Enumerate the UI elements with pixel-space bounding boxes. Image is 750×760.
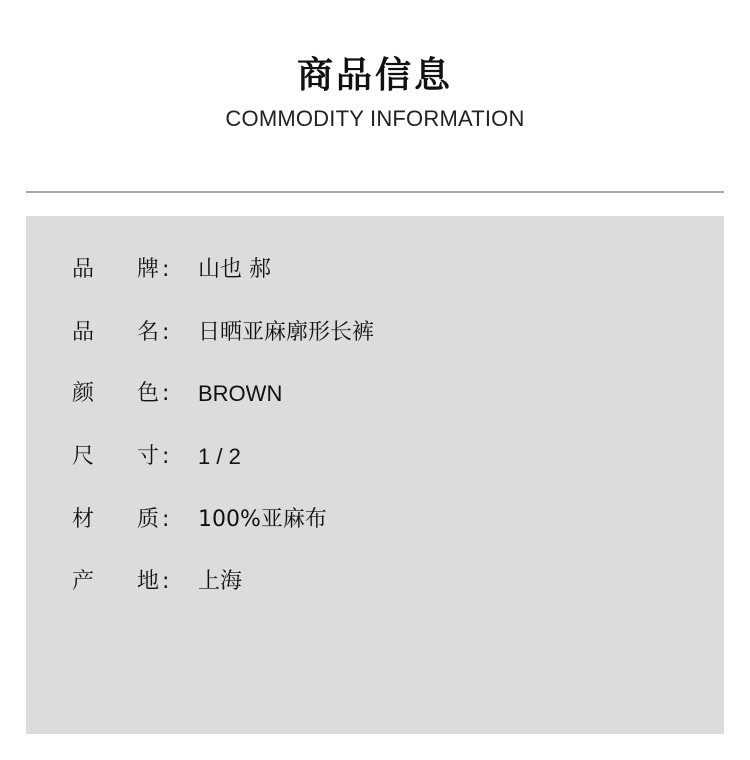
origin-label-char-1: 产 — [72, 569, 95, 594]
page-header — [0, 0, 750, 140]
origin-label-colon: : — [162, 569, 170, 594]
brand-label-char-2: 牌 — [137, 257, 160, 282]
origin-label-char-2: 地 — [137, 569, 160, 594]
product-name-label-char-2: 名 — [137, 320, 160, 345]
origin-value: 上海 — [198, 569, 243, 594]
size-label-char-2: 寸 — [137, 444, 160, 469]
size-label-char-1: 尺 — [72, 444, 95, 469]
info-row-brand — [26, 250, 724, 290]
material-label-char-2: 质 — [137, 507, 160, 532]
color-label-char-2: 色 — [137, 381, 160, 406]
material-value: 100%亚麻布 — [198, 507, 327, 532]
info-row-material — [26, 500, 724, 540]
info-row-product-name — [26, 313, 724, 353]
color-label-char-1: 颜 — [72, 381, 95, 406]
size-label-colon: : — [162, 444, 170, 469]
brand-label-char-1: 品 — [72, 257, 95, 282]
product-name-label-colon: : — [162, 320, 170, 345]
color-label-colon: : — [162, 381, 170, 406]
info-row-color — [26, 374, 724, 414]
page-subtitle: COMMODITY INFORMATION — [225, 106, 525, 131]
info-row-origin — [26, 562, 724, 602]
brand-value: 山也 郝 — [198, 257, 271, 282]
brand-label-colon: : — [162, 257, 170, 282]
color-value: BROWN — [198, 381, 283, 406]
section-divider — [26, 191, 724, 193]
commodity-info-panel — [26, 216, 724, 734]
product-name-label-char-1: 品 — [72, 320, 95, 345]
page-title: 商品信息 — [296, 55, 453, 96]
product-name-value: 日晒亚麻廓形长裤 — [198, 320, 375, 345]
material-label-colon: : — [162, 507, 170, 532]
material-label-char-1: 材 — [72, 507, 95, 532]
info-row-size — [26, 437, 724, 477]
size-value: 1 / 2 — [198, 444, 241, 469]
